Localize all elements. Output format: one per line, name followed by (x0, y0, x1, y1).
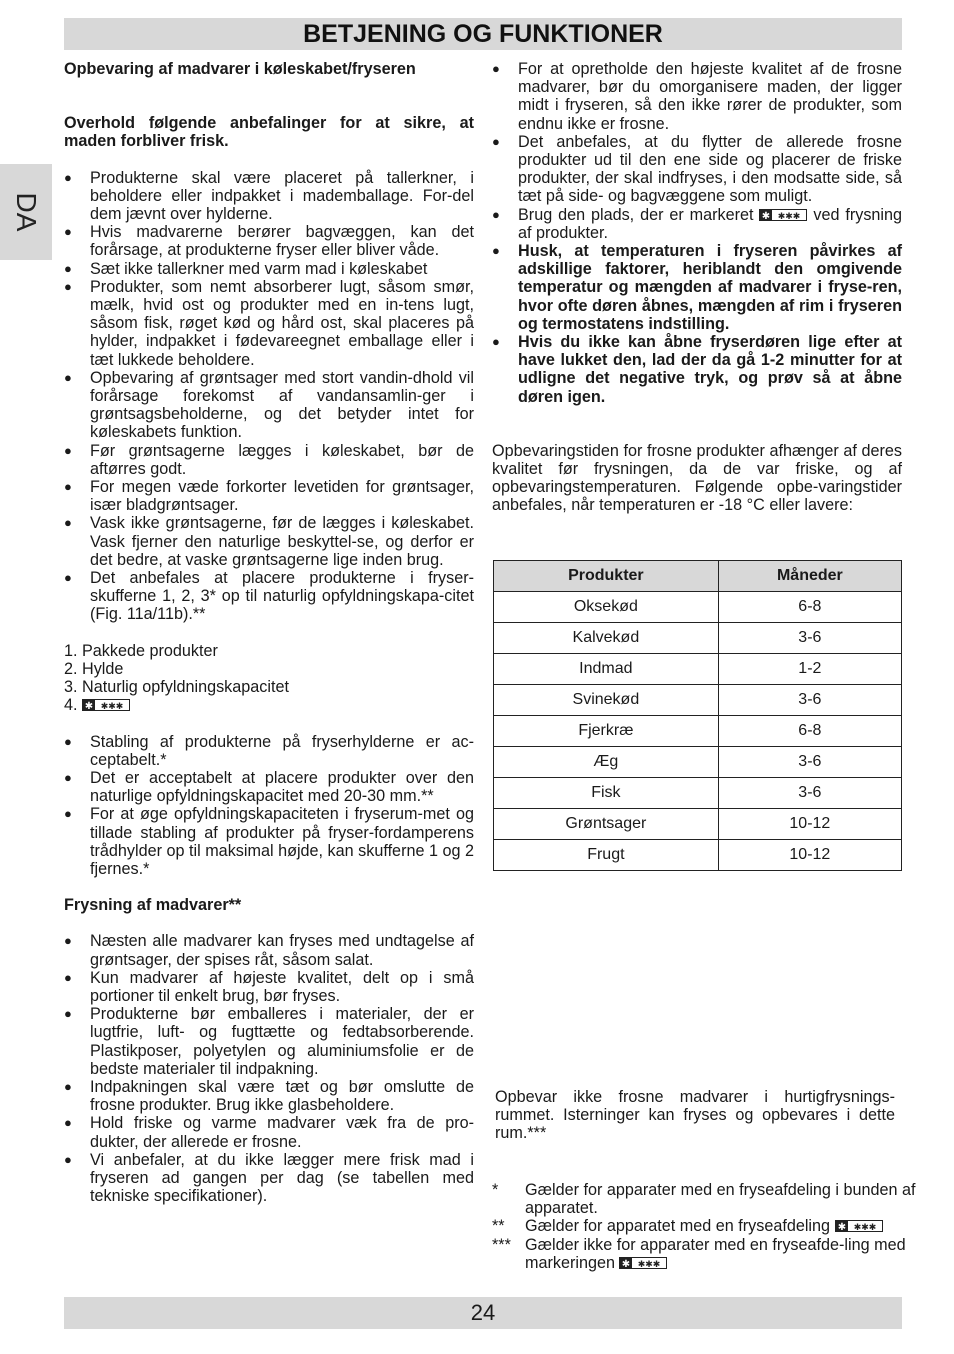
table-row (494, 809, 902, 840)
page-number: 24 (64, 1297, 902, 1329)
svg-text:✱: ✱ (837, 1222, 846, 1233)
list-item: ● Det er acceptabelt at placere produkter over den naturlige opfyldningskapacitet med 20-30 mm.** (64, 769, 474, 805)
list-item: ● Vi anbefaler, at du ikke lægger mere frisk mad i fryseren ad gangen per dag (se tabellen med tekniske specifikationer). (64, 1151, 474, 1206)
page-title: BETJENING OG FUNKTIONER (64, 18, 902, 50)
list-item: ● Vask ikke grøntsagerne, før de lægges i køleskabet. Vask fjerner den naturlige beskyttel-se, og derfor er det bedre, at vaske grøntsagerne lige inden brug. (64, 514, 474, 569)
list-item: ● Sæt ikke tallerkner med varm mad i køleskabet (64, 260, 474, 278)
svg-text:✱: ✱ (622, 1258, 631, 1269)
language-tab (0, 164, 52, 260)
intro-bold-text: Overhold følgende anbefalinger for at sikre, at maden forbliver frisk. (64, 114, 474, 151)
table-cell: Fisk (494, 778, 719, 809)
footnote-mark: * (492, 1181, 499, 1199)
table-cell: 3-6 (718, 685, 901, 716)
figure-legend (64, 642, 474, 715)
footnotes (492, 1181, 932, 1272)
table-cell: Indmad (494, 654, 719, 685)
list-item: ● Hold friske og varme madvarer væk fra de pro-dukter, der allerede er frosne. (64, 1114, 474, 1150)
svg-text:✱: ✱ (762, 210, 771, 221)
legend-item (64, 696, 474, 714)
table-cell: Kalvekød (494, 623, 719, 654)
footnote (492, 1217, 932, 1235)
list-item: ● Næsten alle madvarer kan fryses med undtagelse af grøntsager, der spises råt, såsom salat. (64, 932, 474, 968)
language-tab-label: DA (11, 192, 42, 232)
freezer-star-icon (619, 1257, 667, 1269)
list-item: ● For at opretholde den højeste kvalitet af de frosne madvarer, bør du omorganisere maden, der ligger midt i fryseren, så den ikke rører de produkter, som endnu ikke er frosne. (492, 60, 902, 133)
table-cell: 6-8 (718, 716, 901, 747)
table-cell: Grøntsager (494, 809, 719, 840)
table-row (494, 716, 902, 747)
list-item: ● Produkterne skal være placeret på tallerkner, i beholdere eller indpakket i mademballage. For-del dem jævnt over hylderne. (64, 169, 474, 224)
svg-text:✱✱✱: ✱✱✱ (638, 1259, 661, 1269)
svg-text:✱✱✱: ✱✱✱ (853, 1223, 876, 1233)
table-row (494, 747, 902, 778)
svg-text:✱: ✱ (84, 701, 94, 712)
list-item: ● Hvis du ikke kan åbne fryserdøren lige efter at have lukket den, lad der da gå 1-2 minutter for at udligne det negative tryk, og prøv så at åbne døren igen. (492, 333, 902, 406)
table-cell: 3-6 (718, 623, 901, 654)
freezer-tips-list (492, 60, 902, 406)
list-item: ● Opbevaring af grøntsager med stort vandin-dhold vil forårsage forekomst af vandansamlin-ger i grøntsagsbeholderne, og det betyder intet for køleskabets funktion. (64, 369, 474, 442)
stacking-tips-list (64, 733, 474, 879)
table-header: Måneder (718, 561, 901, 592)
storage-time-paragraph: Opbevaringstiden for frosne produkter afhænger af deres kvalitet før frysningen, da de var friske, og af opbevaringstemperaturen. Følgende opbe-varingstider anbefales, når temperaturen er -18 °C eller lavere: (492, 441, 902, 515)
table-cell: Svinekød (494, 685, 719, 716)
list-item: ● Det anbefales at placere produkterne i fryser-skufferne 1, 2, 3* op til naturlig opfyldningskapa-citet (Fig. 11a/11b).** (64, 569, 474, 624)
freezer-star-icon (759, 209, 807, 221)
list-item-text: ved frysning af produkter. (518, 205, 903, 242)
right-column (492, 60, 902, 515)
table-row (494, 685, 902, 716)
legend-item: 2. Hylde (64, 659, 124, 678)
table-cell: Oksekød (494, 592, 719, 623)
quick-freeze-note: Opbevar ikke frosne madvarer i hurtigfrysnings-rummet. Isterninger kan fryses og opbevares i dette rum.*** (495, 1088, 895, 1143)
freezer-star-icon (835, 1220, 883, 1232)
storage-tips-list (64, 169, 474, 624)
svg-text:✱✱✱: ✱✱✱ (778, 211, 801, 221)
list-item: ● Stabling af produkterne på fryserhylderne er ac-ceptabelt.* (64, 733, 474, 769)
list-item: ● Før grøntsagerne lægges i køleskabet, bør de aftørres godt. (64, 442, 474, 478)
table-row (494, 592, 902, 623)
list-item: ● Kun madvarer af højeste kvalitet, delt op i små portioner til enkelt brug, bør fryses. (64, 969, 474, 1005)
svg-text:✱✱✱: ✱✱✱ (100, 702, 124, 712)
table-row (494, 654, 902, 685)
list-item: ● Indpakningen skal være tæt og bør omslutte de frosne produkter. Brug ikke glasbeholdere. (64, 1078, 474, 1114)
left-column (64, 60, 474, 1205)
footnote-mark: ** (492, 1217, 505, 1236)
table-cell: 10-12 (718, 840, 901, 871)
list-item: ● Husk, at temperaturen i fryseren påvirkes af adskillige faktorer, heriblandt den omgivende temperatur og mængden af madvarer i fryse-ren, hvor ofte døren åbnes, mængden af rim i fryseren og termostatens indstilling. (492, 242, 902, 333)
list-item (492, 206, 902, 242)
freezer-star-icon (82, 699, 130, 711)
legend-item: 3. Naturlig opfyldningskapacitet (64, 678, 289, 697)
table-cell: Fjerkræ (494, 716, 719, 747)
table-header: Produkter (494, 561, 719, 592)
table-cell: 1-2 (718, 654, 901, 685)
table-row (494, 840, 902, 871)
section-heading-storage: Opbevaring af madvarer i køleskabet/fryseren (64, 60, 416, 78)
list-item: ● Hvis madvarerne berører bagvæggen, kan det forårsage, at produkterne fryser eller bliver våde. (64, 223, 474, 259)
table-row (494, 623, 902, 654)
table-cell: Æg (494, 747, 719, 778)
legend-item: 1. Pakkede produkter (64, 641, 218, 660)
list-item: ● Produkter, som nemt absorberer lugt, såsom smør, mælk, hvid ost og produkter med en in-tens lugt, såsom fisk, røget kød og hård ost, skal placeres på hylder, indpakket i fødevareegnet emballage eller i tæt lukkede beholdere. (64, 278, 474, 369)
section-heading-freezing: Frysning af madvarer** (64, 896, 242, 915)
list-item: ● Produkterne bør emballeres i materialer, der er lugtfrie, luft- og fugttætte og fedtabsorberende. Plastikposer, polyetylen og aluminiumsfolie er de bedste materialer til indpakning. (64, 1005, 474, 1078)
legend-number: 4. (64, 696, 78, 715)
table-cell: Frugt (494, 840, 719, 871)
footnote-text: Gælder for apparater med en fryseafdeling i bunden af apparatet. (525, 1181, 916, 1218)
table-header-row (494, 561, 902, 592)
list-item: ● For megen væde forkorter levetiden for grøntsager, især bladgrøntsager. (64, 478, 474, 514)
footnote-text (525, 1236, 932, 1272)
freezing-tips-list (64, 932, 474, 1205)
list-item: ● Det anbefales, at du flytter de allerede frosne produkter ud til den ene side og placerer de friske produkter, der skal indfryses, i den modsatte side, så tæt på side- og bagvæggene som muligt. (492, 133, 902, 206)
table-cell: 10-12 (718, 809, 901, 840)
footnote-text-content: Gælder ikke for apparater med en fryseafde-ling med markeringen (525, 1235, 906, 1272)
footnote-text (525, 1217, 932, 1235)
table-cell: 3-6 (718, 778, 901, 809)
table-cell: 6-8 (718, 592, 901, 623)
list-item-text: Brug den plads, der er markeret (518, 205, 754, 224)
list-item: ● For at øge opfyldningskapaciteten i fryserum-met og tillade stabling af produkter på fryser-fordamperens trådhylder op til maksimal højde, kan skufferne 1 og 2 fjernes.* (64, 805, 474, 878)
table-cell: 3-6 (718, 747, 901, 778)
footnote (492, 1236, 932, 1272)
footnote-text-content: Gælder for apparatet med en fryseafdeling (525, 1217, 831, 1236)
storage-time-table (493, 560, 902, 871)
footnote-mark: *** (492, 1235, 511, 1254)
table-row (494, 778, 902, 809)
footnote (492, 1181, 932, 1217)
